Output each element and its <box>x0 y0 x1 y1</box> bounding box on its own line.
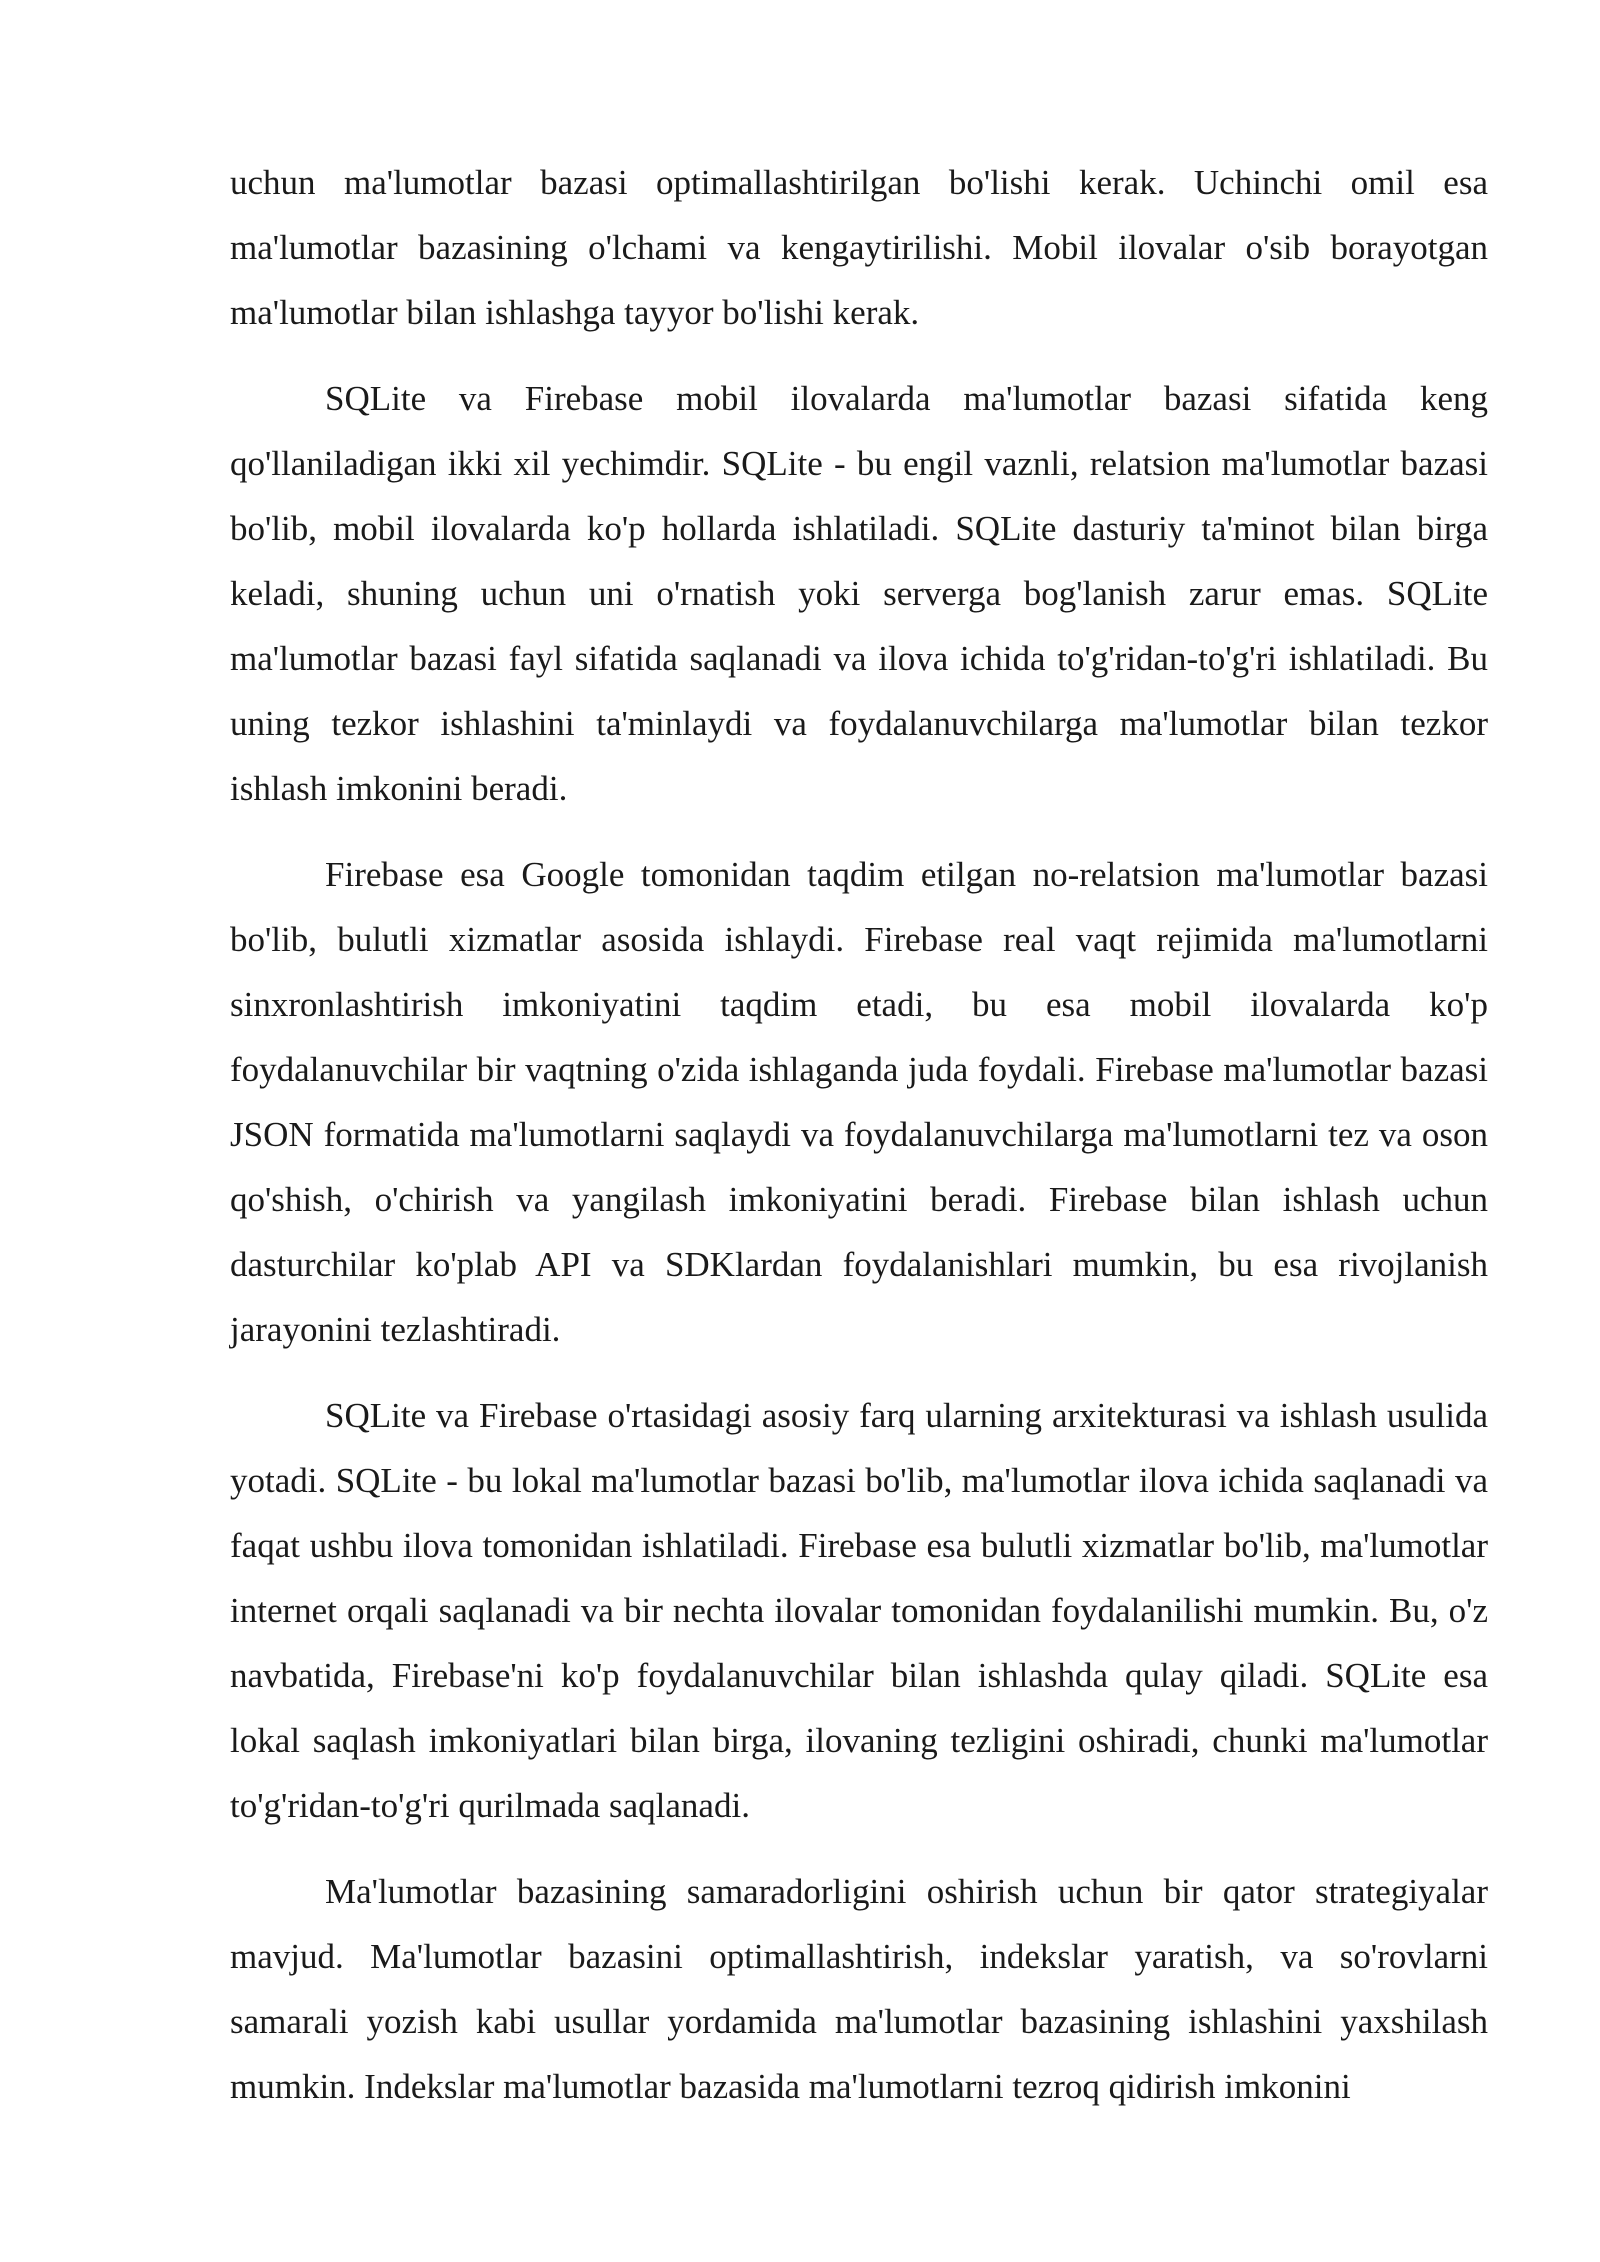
document-body <box>230 150 1488 2119</box>
paragraph-3: Firebase esa Google tomonidan taqdim etilgan no-relatsion ma'lumotlar bazasi bo'lib, bulutli xizmatlar asosida ishlaydi. Firebase real vaqt rejimida ma'lumotlarni sinxronlashtirish imkoniyatini taqdim etadi, bu esa mobil ilovalarda ko'p foydalanuvchilar bir vaqtning o'zida ishlaganda juda foydali. Firebase ma'lumotlar bazasi JSON formatida ma'lumotlarni saqlaydi va foydalanuvchilarga ma'lumotlarni tez va oson qo'shish, o'chirish va yangilash imkoniyatini beradi. Firebase bilan ishlash uchun dasturchilar ko'plab API va SDKlardan foydalanishlari mumkin, bu esa rivojlanish jarayonini tezlashtiradi. <box>230 855 1488 1349</box>
paragraph-4: SQLite va Firebase o'rtasidagi asosiy farq ularning arxitekturasi va ishlash usulida yotadi. SQLite - bu lokal ma'lumotlar bazasi bo'lib, ma'lumotlar ilova ichida saqlanadi va faqat ushbu ilova tomonidan ishlatiladi. Firebase esa bulutli xizmatlar bo'lib, ma'lumotlar internet orqali saqlanadi va bir nechta ilovalar tomonidan foydalanilishi mumkin. Bu, o'z navbatida, Firebase'ni ko'p foydalanuvchilar bilan ishlashda qulay qiladi. SQLite esa lokal saqlash imkoniyatlari bilan birga, ilovaning tezligini oshiradi, chunki ma'lumotlar to'g'ridan-to'g'ri qurilmada saqlanadi. <box>230 1396 1488 1825</box>
paragraph-1: uchun ma'lumotlar bazasi optimallashtirilgan bo'lishi kerak. Uchinchi omil esa ma'lumotlar bazasining o'lchami va kengaytirilishi. Mobil ilovalar o'sib borayotgan ma'lumotlar bilan ishlashga tayyor bo'lishi kerak. <box>230 163 1488 332</box>
paragraph-5: Ma'lumotlar bazasining samaradorligini oshirish uchun bir qator strategiyalar mavjud. Ma'lumotlar bazasini optimallashtirish, indekslar yaratish, va so'rovlarni samarali yozish kabi usullar yordamida ma'lumotlar bazasining ishlashini yaxshilash mumkin. Indekslar ma'lumotlar bazasida ma'lumotlarni tezroq qidirish imkonini <box>230 1872 1488 2106</box>
paragraph-2: SQLite va Firebase mobil ilovalarda ma'lumotlar bazasi sifatida keng qo'llaniladigan ikki xil yechimdir. SQLite - bu engil vaznli, relatsion ma'lumotlar bazasi bo'lib, mobil ilovalarda ko'p hollarda ishlatiladi. SQLite dasturiy ta'minot bilan birga keladi, shuning uchun uni o'rnatish yoki serverga bog'lanish zarur emas. SQLite ma'lumotlar bazasi fayl sifatida saqlanadi va ilova ichida to'g'ridan-to'g'ri ishlatiladi. Bu uning tezkor ishlashini ta'minlaydi va foydalanuvchilarga ma'lumotlar bilan tezkor ishlash imkonini beradi. <box>230 379 1488 808</box>
